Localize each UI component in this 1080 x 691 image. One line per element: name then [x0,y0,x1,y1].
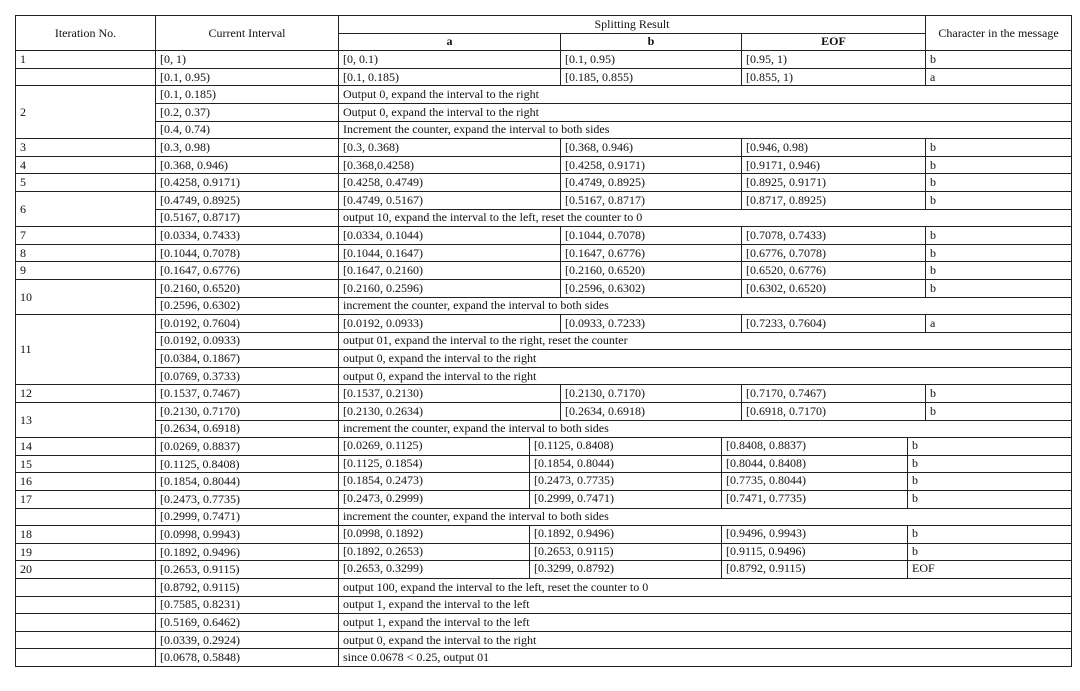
split-eof-cell: [0.855, 1) [742,68,926,86]
interval-cell: [0.5169, 0.6462) [156,614,339,632]
table-row [16,631,1072,649]
interval-cell: [0.8792, 0.9115) [156,579,339,597]
split-group-cell [339,438,1072,456]
iteration-cell [16,614,156,632]
split-group [339,526,1071,543]
table-row [16,385,1072,403]
split-eof-cell: [0.6520, 0.6776) [742,262,926,280]
split-eof-cell: [0.6776, 0.7078) [742,244,926,262]
split-eof-cell: [0.946, 0.98) [742,139,926,157]
split-b-cell: [0.1892, 0.9496) [530,526,722,543]
character-cell: b [912,491,918,506]
split-group-cell [339,455,1072,473]
interval-cell: [0, 1) [156,51,339,69]
interval-cell: [0.1044, 0.7078) [156,244,339,262]
split-group [339,438,1071,455]
iteration-cell: 5 [16,174,156,192]
table-row [16,614,1072,632]
iteration-cell [16,68,156,86]
character-cell: b [926,385,1072,403]
table-row [16,68,1072,86]
table-row [16,579,1072,597]
iteration-cell: 18 [16,526,156,544]
iteration-cell: 10 [16,279,156,314]
split-a-cell: [0.4258, 0.4749) [339,174,561,192]
interval-cell: [0.0192, 0.0933) [156,332,339,350]
split-eof-cell: [0.8792, 0.9115) [722,561,908,578]
iteration-cell: 20 [16,561,156,579]
iteration-cell [16,631,156,649]
iteration-cell: 8 [16,244,156,262]
interval-cell: [0.1892, 0.9496) [156,543,339,561]
interval-cell: [0.0339, 0.2924) [156,631,339,649]
iteration-cell: 9 [16,262,156,280]
split-b-cell: [0.0933, 0.7233) [561,315,742,333]
table-row [16,244,1072,262]
split-group [339,473,1071,490]
table-row [16,174,1072,192]
table-row [16,543,1072,561]
interval-cell: [0.2999, 0.7471) [156,508,339,526]
split-eof-cell: [0.9115, 0.9496) [722,544,908,561]
split-group [339,456,1071,473]
split-a-cell: [0.1892, 0.2653) [339,544,530,561]
character-cell: b [926,279,1072,297]
iteration-cell: 2 [16,86,156,139]
interval-cell: [0.5167, 0.8717) [156,209,339,227]
split-a-cell: [0.2160, 0.2596) [339,279,561,297]
character-cell: a [926,315,1072,333]
split-b-cell: [0.4749, 0.8925) [561,174,742,192]
split-eof-cell: [0.6918, 0.7170) [742,403,926,421]
iteration-cell: 7 [16,227,156,245]
iteration-cell: 6 [16,191,156,226]
split-group-cell [339,473,1072,491]
table-row [16,491,1072,509]
character-cell: b [912,526,918,541]
split-eof-cell: [0.95, 1) [742,51,926,69]
interval-cell: [0.2, 0.37) [156,103,339,121]
table-row [16,438,1072,456]
table-row [16,51,1072,69]
character-cell: EOF [912,561,935,576]
split-group-cell [339,491,1072,509]
split-b-cell: [0.2160, 0.6520) [561,262,742,280]
note-cell: output 0, expand the interval to the right [339,367,1072,385]
table-row [16,649,1072,667]
note-cell: Output 0, expand the interval to the right [339,86,1072,104]
iteration-cell: 14 [16,438,156,456]
table-row [16,86,1072,104]
interval-cell: [0.0998, 0.9943) [156,526,339,544]
split-a-cell: [0.2473, 0.2999) [339,491,530,508]
note-cell: Output 0, expand the interval to the right [339,103,1072,121]
header-splitting-result: Splitting Result [339,16,926,34]
table-row [16,403,1072,421]
split-a-cell: [0.4749, 0.5167) [339,191,561,209]
interval-cell: [0.2160, 0.6520) [156,279,339,297]
interval-cell: [0.2596, 0.6302) [156,297,339,315]
arithmetic-coding-table [15,15,1072,667]
table-row [16,262,1072,280]
header-iteration: Iteration No. [16,16,156,51]
table-row [16,508,1072,526]
split-b-cell: [0.5167, 0.8717) [561,191,742,209]
note-cell: output 0, expand the interval to the right [339,350,1072,368]
split-a-cell: [0, 0.1) [339,51,561,69]
split-group-cell [339,561,1072,579]
note-cell: increment the counter, expand the interval to both sides [339,508,1072,526]
split-a-cell: [0.0269, 0.1125) [339,438,530,455]
iteration-cell: 15 [16,455,156,473]
split-eof-cell: [0.8044, 0.8408) [722,456,908,473]
split-a-cell: [0.1647, 0.2160) [339,262,561,280]
interval-cell: [0.4749, 0.8925) [156,191,339,209]
iteration-cell: 16 [16,473,156,491]
note-cell: since 0.0678 < 0.25, output 01 [339,649,1072,667]
interval-cell: [0.368, 0.946) [156,156,339,174]
note-cell: increment the counter, expand the interval to both sides [339,420,1072,438]
split-a-cell: [0.0998, 0.1892) [339,526,530,543]
note-cell: output 1, expand the interval to the left [339,614,1072,632]
table-row [16,209,1072,227]
split-b-cell: [0.2130, 0.7170) [561,385,742,403]
table-row [16,526,1072,544]
interval-cell: [0.2634, 0.6918) [156,420,339,438]
split-b-cell: [0.2473, 0.7735) [530,473,722,490]
iteration-cell: 12 [16,385,156,403]
split-eof-cell: [0.7233, 0.7604) [742,315,926,333]
interval-cell: [0.4258, 0.9171) [156,174,339,192]
interval-cell: [0.0269, 0.8837) [156,438,339,456]
split-b-cell: [0.3299, 0.8792) [530,561,722,578]
table-row [16,315,1072,333]
split-a-cell: [0.368,0.4258) [339,156,561,174]
note-cell: increment the counter, expand the interval to both sides [339,297,1072,315]
character-cell: b [926,139,1072,157]
interval-cell: [0.2130, 0.7170) [156,403,339,421]
split-a-cell: [0.1854, 0.2473) [339,473,530,490]
table-row [16,191,1072,209]
split-eof-cell: [0.9496, 0.9943) [722,526,908,543]
iteration-cell: 3 [16,139,156,157]
interval-cell: [0.1854, 0.8044) [156,473,339,491]
split-a-cell: [0.2653, 0.3299) [339,561,530,578]
interval-cell: [0.1647, 0.6776) [156,262,339,280]
table-row [16,473,1072,491]
interval-cell: [0.3, 0.98) [156,139,339,157]
header-character: Character in the message [926,16,1072,51]
character-cell: b [912,438,918,453]
split-eof-cell: [0.7735, 0.8044) [722,473,908,490]
note-cell: output 1, expand the interval to the left [339,596,1072,614]
split-group [339,491,1071,508]
character-cell: b [926,244,1072,262]
iteration-cell: 1 [16,51,156,69]
header-row [16,16,1072,34]
table-row [16,596,1072,614]
split-b-cell: [0.4258, 0.9171) [561,156,742,174]
split-b-cell: [0.2634, 0.6918) [561,403,742,421]
table-body [16,51,1072,667]
iteration-cell [16,579,156,597]
interval-cell: [0.1537, 0.7467) [156,385,339,403]
header-current-interval: Current Interval [156,16,339,51]
character-cell: b [912,473,918,488]
split-group-cell [339,526,1072,544]
table-row [16,103,1072,121]
split-b-cell: [0.2596, 0.6302) [561,279,742,297]
character-cell: b [912,455,918,470]
split-eof-cell: [0.8925, 0.9171) [742,174,926,192]
split-group-cell [339,543,1072,561]
split-group [339,544,1071,561]
table-row [16,350,1072,368]
table-row [16,121,1072,139]
split-b-cell: [0.1, 0.95) [561,51,742,69]
header-eof: EOF [742,33,926,51]
iteration-cell: 4 [16,156,156,174]
iteration-cell [16,649,156,667]
note-cell: output 0, expand the interval to the right [339,631,1072,649]
iteration-cell: 13 [16,403,156,438]
split-a-cell: [0.0334, 0.1044) [339,227,561,245]
split-eof-cell: [0.6302, 0.6520) [742,279,926,297]
split-a-cell: [0.0192, 0.0933) [339,315,561,333]
split-a-cell: [0.3, 0.368) [339,139,561,157]
split-b-cell: [0.185, 0.855) [561,68,742,86]
character-cell: b [926,227,1072,245]
character-cell: a [926,68,1072,86]
note-cell: Increment the counter, expand the interval to both sides [339,121,1072,139]
split-eof-cell: [0.7471, 0.7735) [722,491,908,508]
header-b: b [561,33,742,51]
iteration-cell: 19 [16,543,156,561]
interval-cell: [0.1, 0.95) [156,68,339,86]
interval-cell: [0.0192, 0.7604) [156,315,339,333]
table-row [16,156,1072,174]
table-row [16,279,1072,297]
split-eof-cell: [0.7170, 0.7467) [742,385,926,403]
split-eof-cell: [0.7078, 0.7433) [742,227,926,245]
note-cell: output 10, expand the interval to the left, reset the counter to 0 [339,209,1072,227]
split-a-cell: [0.1, 0.185) [339,68,561,86]
interval-cell: [0.0334, 0.7433) [156,227,339,245]
split-a-cell: [0.1125, 0.1854) [339,456,530,473]
split-group [339,561,1071,578]
iteration-cell [16,508,156,526]
split-b-cell: [0.1647, 0.6776) [561,244,742,262]
character-cell: b [926,51,1072,69]
interval-cell: [0.2473, 0.7735) [156,491,339,509]
character-cell: b [926,403,1072,421]
iteration-cell [16,596,156,614]
split-a-cell: [0.1044, 0.1647) [339,244,561,262]
interval-cell: [0.4, 0.74) [156,121,339,139]
split-a-cell: [0.2130, 0.2634) [339,403,561,421]
table-row [16,420,1072,438]
note-cell: output 01, expand the interval to the right, reset the counter [339,332,1072,350]
interval-cell: [0.1, 0.185) [156,86,339,104]
split-b-cell: [0.2999, 0.7471) [530,491,722,508]
interval-cell: [0.0678, 0.5848) [156,649,339,667]
character-cell: b [912,543,918,558]
character-cell: b [926,191,1072,209]
table-row [16,139,1072,157]
table-row [16,297,1072,315]
split-b-cell: [0.368, 0.946) [561,139,742,157]
header-a: a [339,33,561,51]
split-b-cell: [0.1044, 0.7078) [561,227,742,245]
split-eof-cell: [0.8717, 0.8925) [742,191,926,209]
interval-cell: [0.1125, 0.8408) [156,455,339,473]
interval-cell: [0.7585, 0.8231) [156,596,339,614]
table-row [16,367,1072,385]
iteration-cell: 17 [16,491,156,509]
split-b-cell: [0.1125, 0.8408) [530,438,722,455]
table-row [16,455,1072,473]
table-row [16,227,1072,245]
character-cell: b [926,156,1072,174]
split-eof-cell: [0.9171, 0.946) [742,156,926,174]
iteration-cell: 11 [16,315,156,385]
split-b-cell: [0.2653, 0.9115) [530,544,722,561]
table-row [16,561,1072,579]
character-cell: b [926,262,1072,280]
table-row [16,332,1072,350]
split-a-cell: [0.1537, 0.2130) [339,385,561,403]
interval-cell: [0.0769, 0.3733) [156,367,339,385]
character-cell: b [926,174,1072,192]
split-b-cell: [0.1854, 0.8044) [530,456,722,473]
interval-cell: [0.2653, 0.9115) [156,561,339,579]
split-eof-cell: [0.8408, 0.8837) [722,438,908,455]
interval-cell: [0.0384, 0.1867) [156,350,339,368]
note-cell: output 100, expand the interval to the left, reset the counter to 0 [339,579,1072,597]
